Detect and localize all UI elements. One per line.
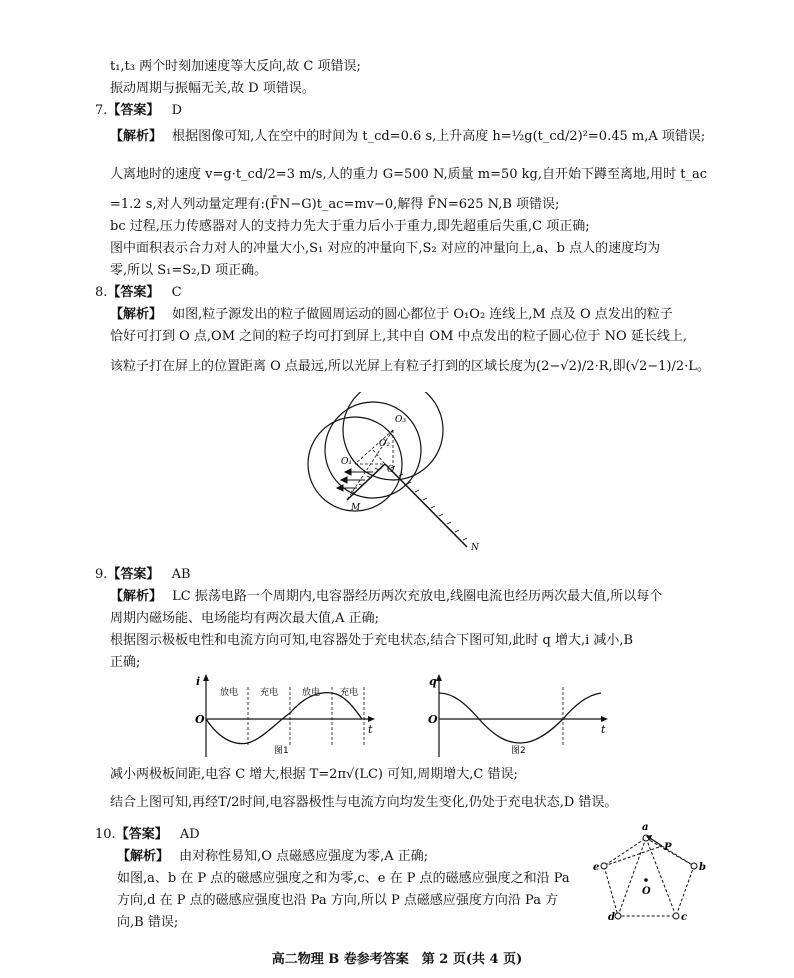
intro-line-2: 振动周期与振幅无关,故 D 项错误。 [110, 81, 315, 96]
q8-line-1-text: 如图,粒子源发出的粒子做圆周运动的圆心都位于 O₁O₂ 连线上,M 点及 O 点发出的粒子 [172, 307, 673, 322]
q10-answer: AD [179, 827, 200, 842]
q10-label-a: a [642, 822, 649, 833]
q10-line-3: 方向,d 在 P 点的磁感应强度也沿 Pa 方向,所以 P 点磁感应强度方向沿 Pa 方 [117, 893, 559, 908]
q8-label-o: O [387, 465, 395, 475]
q8-answer: C [171, 285, 182, 300]
q9-graph-1-xlabel: t [368, 723, 373, 736]
q8-label-n: N [471, 543, 479, 553]
q8-label-o1: O₁ [341, 457, 352, 467]
q9-graph-1-curve [206, 693, 362, 744]
q7-line-3: =1.2 s,对人列动量定理有:(F̄N−G)t_ac=mv−0,解得 F̄N=625 N,B 项错误; [110, 197, 560, 212]
q9-line-1-text: LC 振荡电路一个周期内,电容器经历两次充放电,线圈电流也经历两次最大值,所以每个 [172, 589, 663, 604]
q10-line-1-text: 由对称性易知,O 点磁感应强度为零,A 正确; [179, 849, 429, 864]
q10-label-e: e [593, 862, 600, 873]
q9-graph-1-caption: 图1 [274, 746, 289, 756]
q8-label-o2: O₂ [379, 439, 390, 449]
q10-number: 10. [95, 827, 116, 842]
q10-answer-label: 【答案】 [115, 827, 168, 842]
page-footer: 高二物理 B 卷参考答案 第 2 页(共 4 页) [271, 952, 523, 967]
q9-graph-1-origin: O [195, 713, 205, 726]
q9-graph-1-seg-3: 放电 [302, 688, 321, 698]
q8-source-line [347, 464, 385, 500]
q9-line-6: 结合上图可知,再经T/2时间,电容器极性与电流方向均发生变化,仍处于充电状态,D 错误。 [110, 795, 618, 810]
q8-analysis-label: 【解析】 [110, 307, 163, 322]
q9-number: 9. [95, 567, 108, 582]
q9-answer-label: 【答案】 [107, 567, 160, 582]
q9-graph-2-xlabel: t [601, 723, 606, 736]
q10-wire-b [691, 863, 697, 869]
q8-figure [295, 392, 495, 554]
q9-graph-2-origin: O [428, 713, 438, 726]
q10-wire-e [601, 863, 607, 869]
q8-label-m: M [351, 503, 361, 513]
q8-screen-line [385, 464, 467, 547]
q9-graph-1-seg-4: 充电 [340, 688, 359, 698]
q9-graph-2 [425, 673, 615, 761]
q8-number: 8. [95, 285, 108, 300]
intro-line-1: t₁,t₃ 两个时刻加速度等大反向,故 C 项错误; [110, 59, 361, 74]
q10-wire-c [673, 913, 679, 919]
q10-label-c: c [681, 912, 688, 923]
q9-graph-1-ylabel: i [196, 675, 201, 688]
q7-number: 7. [95, 103, 108, 118]
q9-graph-1-seg-1: 放电 [220, 688, 239, 698]
q8-label-o3: O₃ [395, 415, 406, 425]
q10-answer-row [95, 826, 200, 843]
q7-line-6: 零,所以 S₁=S₂,D 项正确。 [110, 263, 268, 278]
q9-graph-2-ylabel: q [429, 675, 437, 688]
q9-graph-2-curve [439, 693, 601, 743]
q9-line-4: 正确; [110, 655, 141, 670]
q8-line-1 [110, 306, 673, 323]
q7-line-1-text: 根据图像可知,人在空中的时间为 t_cd=0.6 s,上升高度 h=½g(t_cd/2)²=0.45 m,A 项错误; [172, 129, 706, 144]
q8-line-3: 该粒子打在屏上的位置距离 O 点最远,所以光屏上有粒子打到的区域长度为(2−√2)/2·R,即(√2−1)/2·L。 [110, 359, 710, 374]
q10-line-4: 向,B 错误; [117, 915, 179, 930]
q7-line-4: bc 过程,压力传感器对人的支持力先大于重力后小于重力,即先超重后失重,C 项正确; [110, 219, 590, 234]
q10-wire-d [615, 913, 621, 919]
q9-analysis-label: 【解析】 [110, 589, 163, 604]
q9-line-5: 减小两极板间距,电容 C 增大,根据 T=2π√(LC) 可知,周期增大,C 错误; [110, 767, 518, 782]
q7-line-1 [110, 128, 705, 145]
q7-answer-label: 【答案】 [107, 103, 160, 118]
q9-answer-row [95, 566, 191, 583]
q9-answer: AB [171, 567, 191, 582]
q7-answer: D [171, 103, 182, 118]
q7-answer-row [95, 102, 182, 119]
q7-analysis-label: 【解析】 [110, 129, 163, 144]
q10-label-o: O [642, 886, 651, 897]
q9-line-1 [110, 588, 662, 605]
q10-line-1 [117, 848, 428, 865]
q8-answer-label: 【答案】 [107, 285, 160, 300]
q7-line-5: 图中面积表示合力对人的冲量大小,S₁ 对应的冲量向下,S₂ 对应的冲量向上,a、b 点人的速度均为 [110, 241, 661, 256]
q9-graph-1-seg-2: 充电 [260, 688, 279, 698]
q8-line-2: 恰好可打到 O 点,OM 之间的粒子均可打到屏上,其中自 OM 中点发出的粒子圆心位于 NO 延长线上, [110, 329, 687, 344]
q10-center-dot [644, 878, 648, 882]
q10-figure [590, 820, 710, 924]
q10-label-d: d [608, 912, 615, 923]
q9-line-3: 根据图示极板电性和电流方向可知,电容器处于充电状态,结合下图可知,此时 q 增大,i 减小,B [110, 633, 634, 648]
q7-line-2: 人离地时的速度 v=g·t_cd/2=3 m/s,人的重力 G=500 N,质量 m=50 kg,自开始下蹲至离地,用时 t_ac [110, 167, 708, 182]
q9-graph-2-caption: 图2 [511, 746, 526, 756]
q8-answer-row [95, 284, 182, 301]
q10-analysis-label: 【解析】 [117, 849, 170, 864]
q10-line-2: 如图,a、b 在 P 点的磁感应强度之和为零,c、e 在 P 点的磁感应强度之和沿 Pa [117, 871, 570, 886]
q9-line-2: 周期内磁场能、电场能均有两次最大值,A 正确; [110, 611, 380, 626]
q10-label-p: P [664, 842, 672, 853]
q10-label-b: b [699, 862, 706, 873]
q9-graph-1 [192, 673, 382, 761]
